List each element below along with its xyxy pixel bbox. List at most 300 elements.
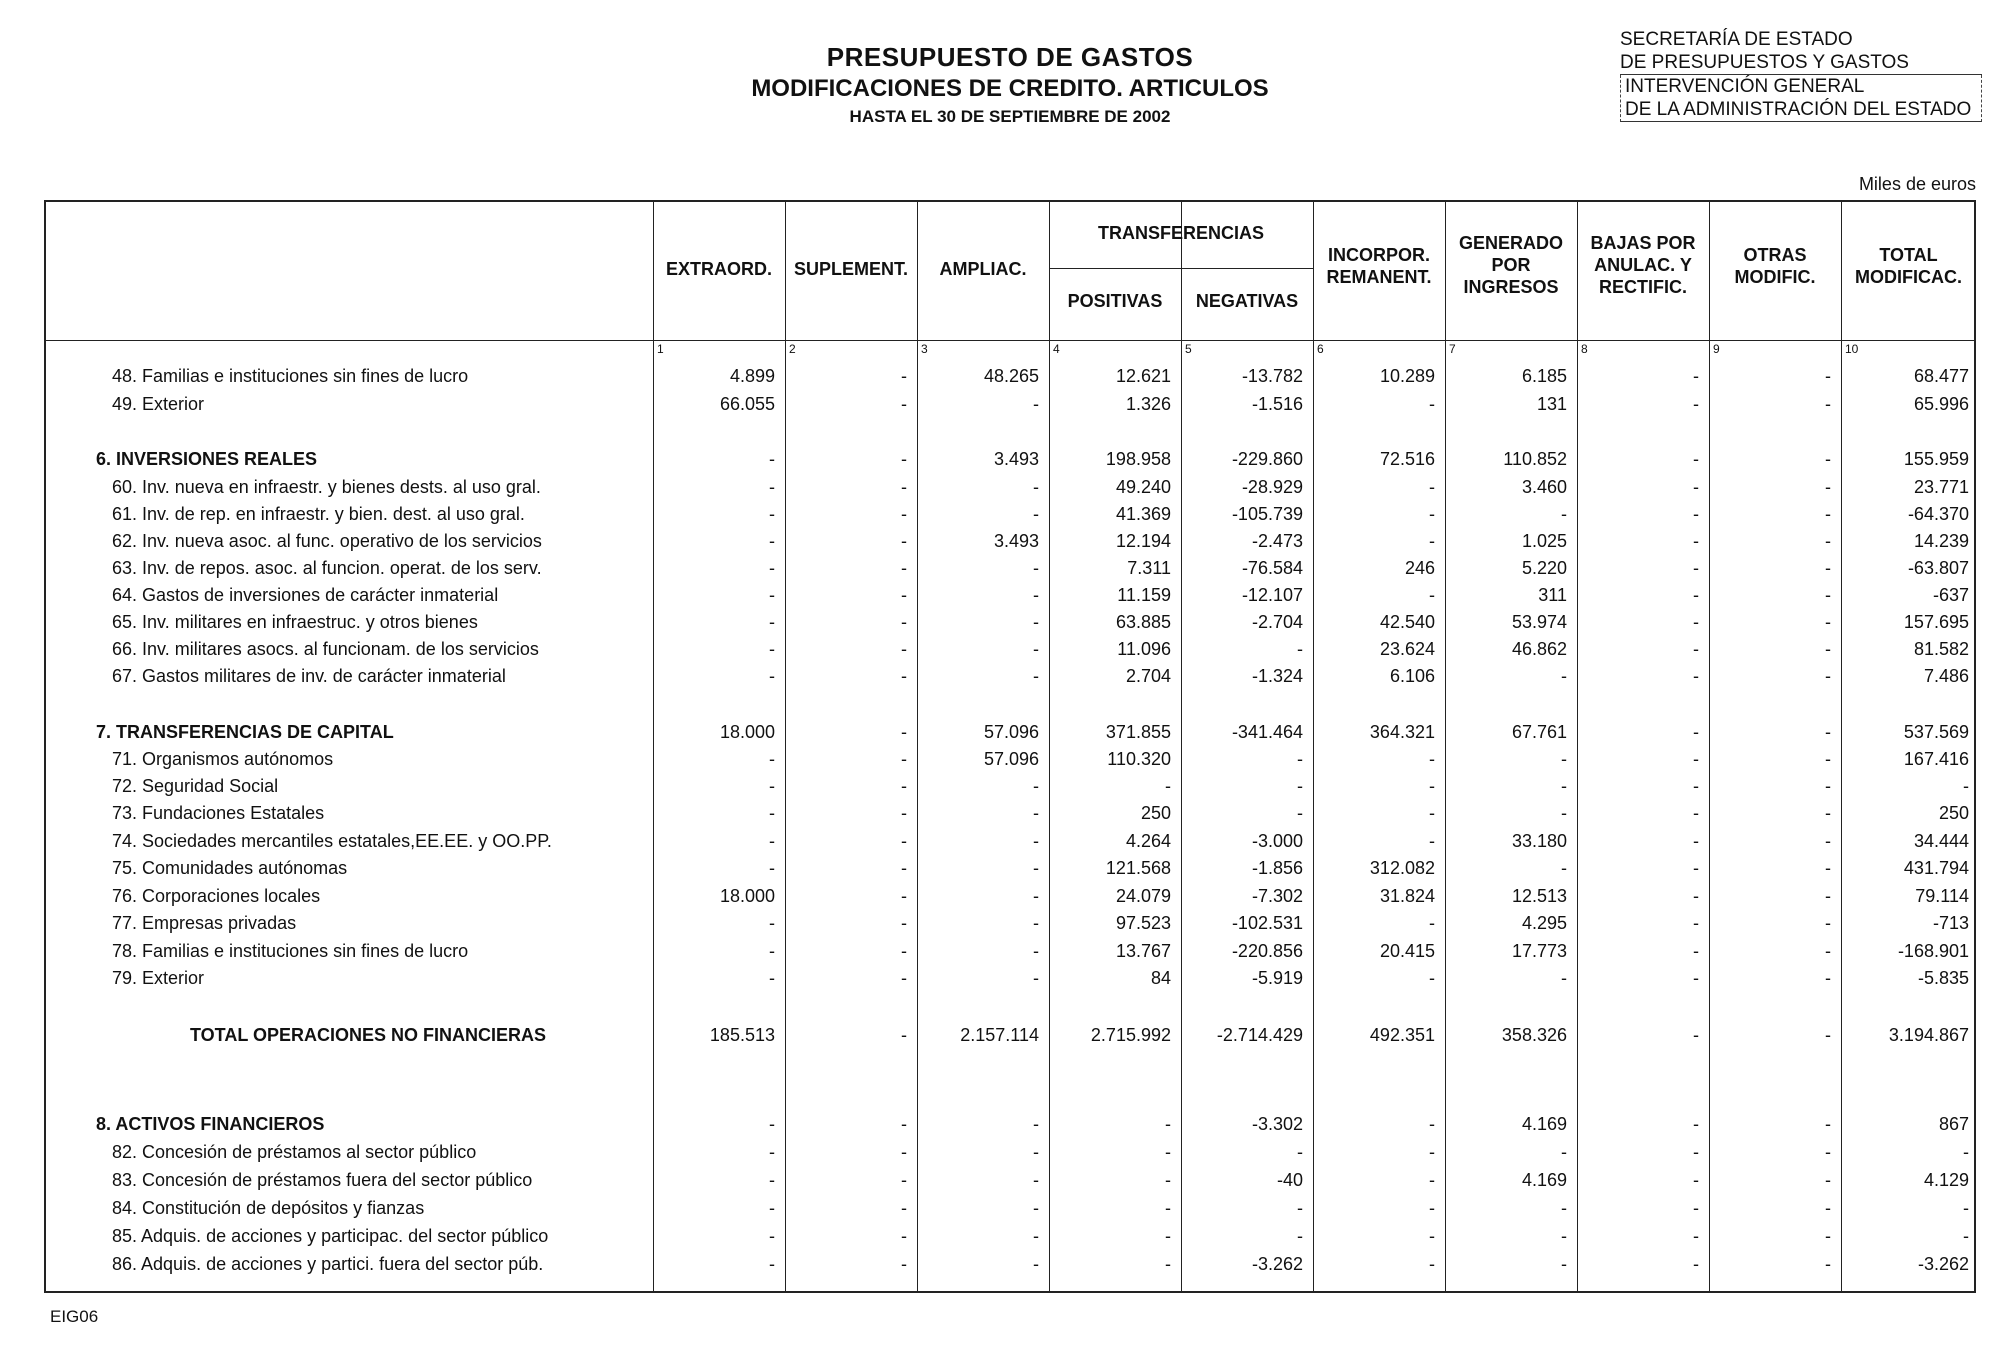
row-label: 49. Exterior <box>112 394 205 414</box>
cell-value: - <box>769 612 775 632</box>
cell-value: - <box>1165 1198 1171 1218</box>
cell-value: - <box>1693 722 1699 742</box>
cell-value: 65.996 <box>1913 394 1969 414</box>
cell-value: - <box>901 749 907 769</box>
cell-value: 57.096 <box>983 722 1039 742</box>
header-bottom-rule <box>44 340 1976 341</box>
cell-value: - <box>1825 722 1831 742</box>
footer-code: EIG06 <box>50 1307 99 1326</box>
row-label: 83. Concesión de préstamos fuera del sector público <box>112 1170 533 1190</box>
cell-value: - <box>1693 1226 1699 1246</box>
cell-value: - <box>1297 749 1303 769</box>
row-label: 85. Adquis. de acciones y participac. del sector público <box>112 1226 549 1246</box>
cell-value: - <box>901 366 907 386</box>
cell-value: - <box>769 477 775 497</box>
cell-value: - <box>1033 1142 1039 1162</box>
agency-box <box>1620 75 1982 122</box>
table-row <box>0 1167 2000 1194</box>
cell-value: - <box>1429 1198 1435 1218</box>
cell-value: 11.096 <box>1117 639 1171 659</box>
report-period: HASTA EL 30 DE SEPTIEMBRE DE 2002 <box>849 107 1171 126</box>
cell-value: - <box>1693 366 1699 386</box>
cell-value: - <box>1693 612 1699 632</box>
units-label: Miles de euros <box>1858 174 1976 194</box>
col-header-incorpor-line2: REMANENT. <box>1326 267 1432 287</box>
table-row <box>0 746 2000 773</box>
cell-value: - <box>1825 585 1831 605</box>
row-label: 74. Sociedades mercantiles estatales,EE.EE. y OO.PP. <box>112 831 552 851</box>
agency-block <box>1620 28 1982 122</box>
cell-value: -3.262 <box>1251 1254 1303 1274</box>
cell-value: 23.771 <box>1913 477 1969 497</box>
cell-value: -1.324 <box>1251 666 1303 686</box>
cell-value: - <box>1693 394 1699 414</box>
cell-value: - <box>1963 1226 1969 1246</box>
cell-value: - <box>1033 558 1039 578</box>
cell-value: 5.220 <box>1521 558 1567 578</box>
cell-value: - <box>901 449 907 469</box>
col-header-ampliac: AMPLIAC. <box>939 259 1027 279</box>
agency-line-4: DE LA ADMINISTRACIÓN DEL ESTADO <box>1625 99 1972 120</box>
cell-value: 4.264 <box>1125 831 1171 851</box>
col-number: 6 <box>1317 342 1324 356</box>
cell-value: - <box>1033 941 1039 961</box>
cell-value: -7.302 <box>1251 886 1303 906</box>
cell-value: 12.621 <box>1115 366 1171 386</box>
cell-value: - <box>1033 666 1039 686</box>
cell-value: - <box>1825 1198 1831 1218</box>
col-header-bajas <box>1577 232 1709 298</box>
cell-value: -637 <box>1932 585 1969 605</box>
row-label: 75. Comunidades autónomas <box>112 858 348 878</box>
cell-value: 13.767 <box>1115 941 1171 961</box>
col-header-extraord: EXTRAORD. <box>665 259 772 279</box>
table-row <box>0 663 2000 690</box>
cell-value: - <box>1429 504 1435 524</box>
cell-value: 42.540 <box>1379 612 1435 632</box>
cell-value: 84 <box>1150 968 1171 988</box>
cell-value: - <box>769 803 775 823</box>
cell-value: - <box>1825 1226 1831 1246</box>
cell-value: 6.106 <box>1389 666 1435 686</box>
cell-value: 131 <box>1536 394 1567 414</box>
cell-value: - <box>901 504 907 524</box>
cell-value: 72.516 <box>1379 449 1435 469</box>
cell-value: -102.531 <box>1231 913 1303 933</box>
cell-value: -341.464 <box>1231 722 1303 742</box>
cell-value: - <box>769 858 775 878</box>
table-row <box>0 363 2000 390</box>
cell-value: - <box>1693 749 1699 769</box>
col-header-generado <box>1445 232 1577 298</box>
cell-value: - <box>1429 803 1435 823</box>
cell-value: - <box>1693 1142 1699 1162</box>
cell-value: 198.958 <box>1105 449 1171 469</box>
cell-value: 7.486 <box>1923 666 1969 686</box>
report-title-block <box>640 42 1380 127</box>
cell-value: - <box>1693 886 1699 906</box>
cell-value: - <box>1165 1114 1171 1134</box>
col-number: 7 <box>1449 342 1456 356</box>
agency-line-3: INTERVENCIÓN GENERAL <box>1625 76 1865 97</box>
cell-value: - <box>1033 831 1039 851</box>
report-subtitle: MODIFICACIONES DE CREDITO. ARTICULOS <box>751 75 1269 102</box>
cell-value: - <box>1825 394 1831 414</box>
cell-value: - <box>1429 831 1435 851</box>
cell-value: - <box>1429 776 1435 796</box>
cell-value: -2.473 <box>1251 531 1303 551</box>
cell-value: - <box>769 941 775 961</box>
table-row <box>0 910 2000 937</box>
cell-value: 185.513 <box>709 1025 775 1045</box>
cell-value: 41.369 <box>1115 504 1171 524</box>
cell-value: - <box>901 1254 907 1274</box>
cell-value: - <box>1561 749 1567 769</box>
cell-value: - <box>769 749 775 769</box>
row-label: 48. Familias e instituciones sin fines de lucro <box>112 366 469 386</box>
cell-value: -1.516 <box>1251 394 1303 414</box>
cell-value: - <box>1033 394 1039 414</box>
cell-value: 31.824 <box>1379 886 1435 906</box>
cell-value: - <box>1561 1226 1567 1246</box>
table-row <box>0 773 2000 800</box>
col-header-transferencias: TRANSFERENCIAS <box>1097 223 1264 243</box>
row-label: 73. Fundaciones Estatales <box>112 803 325 823</box>
col-header-otras-line2: MODIFIC. <box>1734 267 1816 287</box>
cell-value: - <box>1165 1226 1171 1246</box>
cell-value: - <box>1825 913 1831 933</box>
row-label: 67. Gastos militares de inv. de carácter inmaterial <box>112 666 506 686</box>
table-row <box>0 855 2000 882</box>
cell-value: 4.169 <box>1521 1170 1567 1190</box>
cell-value: - <box>769 639 775 659</box>
cell-value: - <box>1825 1254 1831 1274</box>
cell-value: - <box>769 1254 775 1274</box>
cell-value: 3.460 <box>1521 477 1567 497</box>
col-header-generado-line1: GENERADO <box>1458 233 1563 253</box>
col-header-bajas-line2: ANULAC. Y <box>1594 255 1692 275</box>
cell-value: - <box>1825 558 1831 578</box>
row-label: 84. Constitución de depósitos y fianzas <box>112 1198 425 1218</box>
cell-value: - <box>901 1114 907 1134</box>
cell-value: - <box>1429 1170 1435 1190</box>
cell-value: 20.415 <box>1379 941 1435 961</box>
cell-value: - <box>1693 1114 1699 1134</box>
cell-value: 431.794 <box>1903 858 1969 878</box>
cell-value: - <box>1693 803 1699 823</box>
cell-value: - <box>1693 585 1699 605</box>
cell-value: -64.370 <box>1907 504 1969 524</box>
cell-value: 311 <box>1538 585 1567 605</box>
cell-value: - <box>1693 858 1699 878</box>
cell-value: - <box>1825 941 1831 961</box>
cell-value: -229.860 <box>1231 449 1303 469</box>
table-row <box>0 965 2000 992</box>
cell-value: - <box>1693 941 1699 961</box>
cell-value: 67.761 <box>1511 722 1567 742</box>
row-label: 76. Corporaciones locales <box>112 886 321 906</box>
group-row <box>0 719 2000 746</box>
cell-value: - <box>1825 639 1831 659</box>
row-label: TOTAL OPERACIONES NO FINANCIERAS <box>190 1025 547 1045</box>
col-header-incorpor-line1: INCORPOR. <box>1327 245 1430 265</box>
cell-value: - <box>1429 1226 1435 1246</box>
cell-value: - <box>769 1142 775 1162</box>
row-label: 71. Organismos autónomos <box>112 749 334 769</box>
cell-value: - <box>769 449 775 469</box>
cell-value: - <box>1297 639 1303 659</box>
cell-value: - <box>901 776 907 796</box>
cell-value: - <box>1693 558 1699 578</box>
cell-value: 34.444 <box>1913 831 1969 851</box>
cell-value: 23.624 <box>1379 639 1435 659</box>
col-number: 8 <box>1581 342 1588 356</box>
cell-value: - <box>901 722 907 742</box>
cell-value: 4.295 <box>1521 913 1567 933</box>
col-header-negativas: NEGATIVAS <box>1195 291 1299 311</box>
cell-value: - <box>1693 639 1699 659</box>
row-label: 77. Empresas privadas <box>112 913 297 933</box>
table-row <box>0 555 2000 582</box>
cell-value: 12.194 <box>1115 531 1171 551</box>
cell-value: 53.974 <box>1511 612 1567 632</box>
col-number: 1 <box>657 342 664 356</box>
cell-value: - <box>1825 366 1831 386</box>
cell-value: 121.568 <box>1105 858 1171 878</box>
table-row <box>0 1223 2000 1250</box>
cell-value: - <box>769 1170 775 1190</box>
agency-line-2: DE PRESUPUESTOS Y GASTOS <box>1620 51 1982 75</box>
cell-value: - <box>769 1226 775 1246</box>
cell-value: - <box>1165 776 1171 796</box>
cell-value: - <box>901 941 907 961</box>
row-label: 64. Gastos de inversiones de carácter inmaterial <box>112 585 499 605</box>
table-row <box>0 474 2000 501</box>
cell-value: 4.899 <box>729 366 775 386</box>
cell-value: - <box>1033 639 1039 659</box>
cell-value: - <box>769 968 775 988</box>
row-label: 61. Inv. de rep. en infraestr. y bien. dest. al uso gral. <box>112 504 525 524</box>
cell-value: 68.477 <box>1913 366 1969 386</box>
cell-value: - <box>901 858 907 878</box>
cell-value: - <box>1825 612 1831 632</box>
cell-value: - <box>1825 968 1831 988</box>
cell-value: - <box>1033 968 1039 988</box>
cell-value: 63.885 <box>1115 612 1171 632</box>
cell-value: 33.180 <box>1511 831 1567 851</box>
cell-value: - <box>1561 776 1567 796</box>
cell-value: -2.714.429 <box>1216 1025 1303 1045</box>
cell-value: 79.114 <box>1915 886 1969 906</box>
cell-value: - <box>769 504 775 524</box>
cell-value: - <box>901 639 907 659</box>
cell-value: - <box>1693 531 1699 551</box>
table-row <box>0 501 2000 528</box>
cell-value: 17.773 <box>1511 941 1567 961</box>
col-header-positivas: POSITIVAS <box>1067 291 1163 311</box>
table-row <box>0 938 2000 965</box>
row-label: 86. Adquis. de acciones y partici. fuera del sector púb. <box>112 1254 544 1274</box>
cell-value: - <box>1825 749 1831 769</box>
table-row <box>0 1139 2000 1166</box>
cell-value: - <box>1033 1114 1039 1134</box>
cell-value: 12.513 <box>1511 886 1567 906</box>
cell-value: 246 <box>1404 558 1435 578</box>
cell-value: - <box>1033 776 1039 796</box>
cell-value: - <box>769 1114 775 1134</box>
cell-value: 167.416 <box>1903 749 1969 769</box>
cell-value: - <box>1825 1025 1831 1045</box>
cell-value: - <box>1825 504 1831 524</box>
cell-value: 97.523 <box>1115 913 1171 933</box>
cell-value: 371.855 <box>1105 722 1171 742</box>
cell-value: - <box>1693 449 1699 469</box>
cell-value: 364.321 <box>1369 722 1435 742</box>
cell-value: - <box>1561 858 1567 878</box>
row-label: 8. ACTIVOS FINANCIEROS <box>96 1114 325 1134</box>
cell-value: 4.129 <box>1923 1170 1969 1190</box>
cell-value: 24.079 <box>1115 886 1171 906</box>
cell-value: - <box>769 1198 775 1218</box>
table-row <box>0 883 2000 910</box>
cell-value: 110.320 <box>1107 749 1171 769</box>
cell-value: - <box>769 913 775 933</box>
cell-value: - <box>1033 1226 1039 1246</box>
col-header-bajas-line1: BAJAS POR <box>1590 233 1696 253</box>
cell-value: - <box>901 1142 907 1162</box>
cell-value: - <box>901 1170 907 1190</box>
cell-value: - <box>1825 803 1831 823</box>
row-label: 66. Inv. militares asocs. al funcionam. de los servicios <box>112 639 539 659</box>
cell-value: -28.929 <box>1241 477 1303 497</box>
cell-value: - <box>901 1198 907 1218</box>
cell-value: - <box>1033 477 1039 497</box>
cell-value: - <box>901 968 907 988</box>
cell-value: - <box>1429 913 1435 933</box>
cell-value: - <box>901 886 907 906</box>
cell-value: - <box>901 394 907 414</box>
table-row <box>0 1251 2000 1278</box>
cell-value: - <box>1429 968 1435 988</box>
group-row <box>0 1111 2000 1138</box>
col-header-incorpor <box>1313 244 1445 288</box>
cell-value: -5.835 <box>1917 968 1969 988</box>
cell-value: - <box>1429 1254 1435 1274</box>
cell-value: - <box>1033 1254 1039 1274</box>
cell-value: - <box>1693 831 1699 851</box>
cell-value: - <box>901 666 907 686</box>
cell-value: - <box>901 531 907 551</box>
cell-value: - <box>901 585 907 605</box>
cell-value: - <box>1825 531 1831 551</box>
cell-value: - <box>1561 803 1567 823</box>
cell-value: 155.959 <box>1903 449 1969 469</box>
cell-value: - <box>1825 886 1831 906</box>
cell-value: - <box>769 585 775 605</box>
cell-value: 2.157.114 <box>960 1025 1039 1045</box>
col-number: 2 <box>789 342 796 356</box>
total-row <box>0 1022 2000 1049</box>
cell-value: - <box>1297 803 1303 823</box>
cell-value: -1.856 <box>1251 858 1303 878</box>
cell-value: - <box>1693 477 1699 497</box>
cell-value: - <box>1297 1142 1303 1162</box>
cell-value: - <box>1561 968 1567 988</box>
col-header-bajas-line3: RECTIFIC. <box>1599 277 1687 297</box>
cell-value: -3.302 <box>1251 1114 1303 1134</box>
cell-value: 3.493 <box>993 531 1039 551</box>
cell-value: - <box>1033 1198 1039 1218</box>
cell-value: 14.239 <box>1913 531 1969 551</box>
cell-value: - <box>1825 1114 1831 1134</box>
cell-value: - <box>1297 1226 1303 1246</box>
report-title: PRESUPUESTO DE GASTOS <box>826 42 1194 72</box>
cell-value: - <box>1561 1254 1567 1274</box>
table-row <box>0 1195 2000 1222</box>
cell-value: - <box>1033 858 1039 878</box>
cell-value: - <box>1825 776 1831 796</box>
cell-value: 2.704 <box>1125 666 1171 686</box>
row-label: 72. Seguridad Social <box>112 776 279 796</box>
row-label: 7. TRANSFERENCIAS DE CAPITAL <box>96 722 394 742</box>
table-row <box>0 800 2000 827</box>
cell-value: 358.326 <box>1501 1025 1567 1045</box>
agency-line-1: SECRETARÍA DE ESTADO <box>1620 29 1853 50</box>
cell-value: - <box>1825 449 1831 469</box>
cell-value: 6.185 <box>1521 366 1567 386</box>
cell-value: - <box>1033 504 1039 524</box>
cell-value: - <box>1033 803 1039 823</box>
cell-value: 10.289 <box>1379 366 1435 386</box>
cell-value: - <box>1429 749 1435 769</box>
col-number: 10 <box>1845 342 1859 356</box>
cell-value: 1.025 <box>1521 531 1567 551</box>
cell-value: - <box>1963 776 1969 796</box>
cell-value: -220.856 <box>1231 941 1303 961</box>
cell-value: - <box>1825 1142 1831 1162</box>
cell-value: - <box>1693 1170 1699 1190</box>
cell-value: - <box>1561 666 1567 686</box>
cell-value: - <box>901 913 907 933</box>
col-header-otras-line1: OTRAS <box>1743 245 1807 265</box>
cell-value: - <box>1693 666 1699 686</box>
cell-value: 66.055 <box>719 394 775 414</box>
cell-value: - <box>1561 1142 1567 1162</box>
cell-value: - <box>1963 1198 1969 1218</box>
cell-value: - <box>769 831 775 851</box>
col-header-total-line1: TOTAL <box>1879 245 1938 265</box>
cell-value: - <box>1825 666 1831 686</box>
cell-value: 537.569 <box>1903 722 1969 742</box>
cell-value: - <box>769 666 775 686</box>
cell-value: - <box>1561 504 1567 524</box>
cell-value: - <box>769 776 775 796</box>
table-row <box>0 609 2000 636</box>
cell-value: - <box>901 1025 907 1045</box>
cell-value: - <box>1429 477 1435 497</box>
cell-value: - <box>1033 1170 1039 1190</box>
cell-value: - <box>769 531 775 551</box>
cell-value: - <box>901 612 907 632</box>
cell-value: - <box>1165 1142 1171 1162</box>
cell-value: - <box>1693 504 1699 524</box>
cell-value: - <box>1033 913 1039 933</box>
cell-value: - <box>1165 1254 1171 1274</box>
cell-value: -2.704 <box>1251 612 1303 632</box>
cell-value: 2.715.992 <box>1090 1025 1171 1045</box>
cell-value: - <box>1033 886 1039 906</box>
cell-value: 18.000 <box>719 722 775 742</box>
